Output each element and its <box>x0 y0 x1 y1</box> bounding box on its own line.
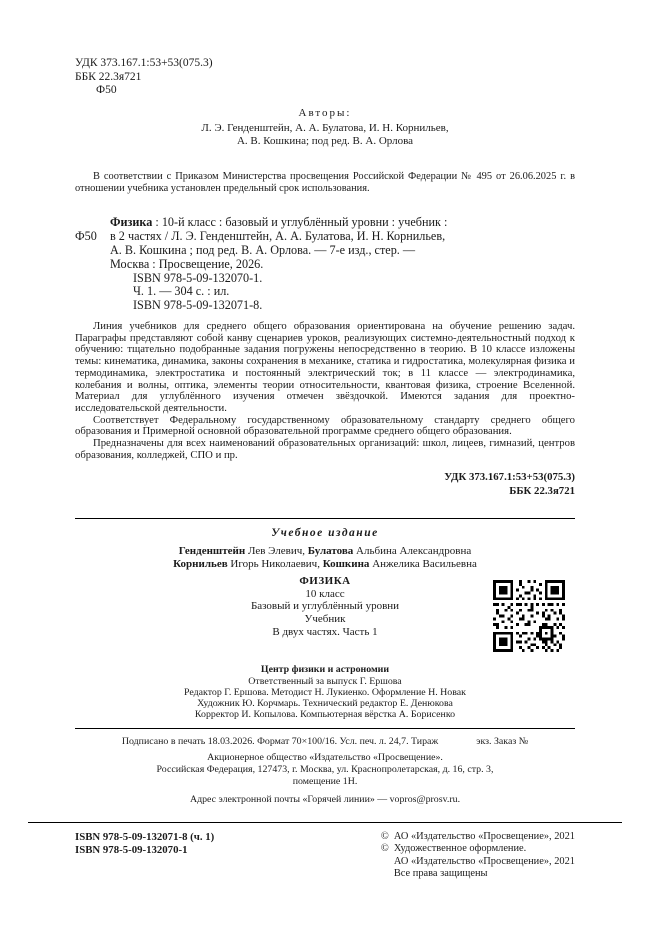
copyright-text: АО «Издательство «Просвещение», 2021 <box>393 830 575 842</box>
copyright-line-4: Все права защищены <box>393 867 488 879</box>
catalog-title-rest: : 10-й класс : базовый и углублённый уровни : учебник : <box>152 215 448 230</box>
copyright-block <box>381 831 575 881</box>
copyright-sign: © <box>380 843 389 855</box>
edition-grade: 10 класс <box>305 587 345 600</box>
author-sign-hanging: Ф50 <box>75 229 97 244</box>
author-surname: Генденштейн <box>178 545 246 558</box>
credits-line-2: Художник Ю. Корчмарь. Технический редактор Е. Денюкова <box>197 698 453 710</box>
department-name: Центр физики и астрономии <box>260 664 390 676</box>
copyright-text: Художественное оформление. <box>393 843 527 855</box>
qr-code-image <box>493 580 565 652</box>
section-divider-top <box>75 518 575 519</box>
annotation-paragraph-3: Предназначены для всех наименований образовательных организаций: школ, лицеев, гимназий, центров образования, колледжей, СПО и пр. <box>75 437 575 461</box>
ministry-order-note: В соответствии с Приказом Министерства просвещения Российской Федерации № 495 от 26.06.2025 г. в отношении учебника установлен предельный срок использования. <box>75 171 575 194</box>
print-run-text: Подписано в печать 18.03.2026. Формат 70×100/16. Усл. печ. л. 24,7. Тираж <box>121 735 439 747</box>
catalog-entry <box>75 216 575 313</box>
copyright-sign: © <box>380 830 389 842</box>
annotation-block <box>75 321 575 461</box>
publisher-name: Акционерное общество «Издательство «Просвещение». <box>207 752 443 764</box>
publisher-address: Российская Федерация, 127473, г. Москва, ул. Краснопролетарская, д. 16, стр. 3, <box>156 763 494 775</box>
edition-kind: Учебник <box>304 613 346 626</box>
credits-line-1: Редактор Г. Ершова. Методист Н. Лукиенко. Оформление Н. Новак <box>184 686 466 698</box>
edition-authors-line-2 <box>75 558 575 571</box>
udk-number: УДК 373.167.1:53+53(075.3) <box>75 57 213 69</box>
print-info-block <box>75 736 575 806</box>
authors-line-2: А. В. Кошкина; под ред. В. А. Орлова <box>236 134 414 147</box>
edition-type-label: Учебное издание <box>271 527 379 540</box>
catalog-line <box>75 230 575 244</box>
catalog-line: Москва : Просвещение, 2026. <box>110 256 264 271</box>
edition-title: ФИЗИКА <box>299 575 351 588</box>
edition-level: Базовый и углублённый уровни <box>250 600 400 613</box>
footer-divider <box>28 822 622 823</box>
edition-authors-line-1 <box>75 545 575 558</box>
bbk-number: ББК 22.3я721 <box>75 70 142 83</box>
udk-number-right: УДК 373.167.1:53+53(075.3) <box>444 471 575 484</box>
credits-block <box>75 664 575 720</box>
responsible-line: Ответственный за выпуск Г. Ершова <box>248 675 402 687</box>
isbn-part-footer: ISBN 978-5-09-132071-8 (ч. 1) <box>75 830 215 843</box>
authors-block <box>75 107 575 148</box>
hotline-email-line: Адрес электронной почты «Горячей линии» — vopros@prosv.ru. <box>189 794 461 806</box>
publisher-address-2: помещение 1Н. <box>292 775 358 787</box>
qr-code <box>493 580 565 652</box>
authors-line-1: Л. Э. Генденштейн, А. А. Булатова, И. Н. Корнильев, <box>201 122 449 135</box>
catalog-line: А. В. Кошкина ; под ред. В. А. Орлова. — 7-е изд., стер. — <box>110 243 416 258</box>
author-name: Альбина Александровна <box>353 545 472 558</box>
author-surname: Булатова <box>307 545 354 558</box>
catalog-title-line <box>75 216 575 230</box>
book-title: Физика <box>110 215 153 230</box>
author-surname: Корнильев <box>173 557 228 570</box>
isbn-common-footer: ISBN 978-5-09-132070-1 <box>75 844 188 857</box>
author-sign: Ф50 <box>96 84 117 96</box>
annotation-paragraph-1: Линия учебников для среднего общего образования ориентирована на обучение решению задач. Параграфы представляют собой канву сценариев уроков, реализующих системно-деятельностный подход к обучению: тщательно подобранные задания погружены непосредственно в теорию. В 10 классе изложены темы: кинематика, динамика, законы сохранения в механике, статика и гидростатика, молекулярная физика и термодинамика, электростатика и постоянный электрический ток; в 11 классе — электродинамика, колебания и волны, оптика, элементы теории относительности, квантовая физика, строение Вселенной. Материал для углублённого изучения отмечен звёздочкой. Имеются задания для проектно-исследовательской деятельности. <box>75 320 575 414</box>
isbn-footer-block <box>75 831 214 858</box>
author-name: Игорь Николаевич, <box>227 557 323 570</box>
copyright-line-3: АО «Издательство «Просвещение», 2021 <box>393 855 575 867</box>
catalog-line-text: в 2 частях / Л. Э. Генденштейн, А. А. Булатова, И. Н. Корнильев, <box>110 229 446 244</box>
isbn-common-line: ISBN 978-5-09-132070-1. <box>133 270 263 285</box>
copyright-line-1 <box>381 831 575 843</box>
bbk-number-right: ББК 22.3я721 <box>509 484 575 497</box>
author-surname: Кошкина <box>322 557 370 570</box>
classification-block <box>75 0 575 98</box>
classification-repeat-block <box>75 471 575 498</box>
copyright-line-2 <box>381 843 575 855</box>
print-run-text-2: экз. Заказ № <box>476 735 529 747</box>
footer-block <box>75 831 575 881</box>
edition-parts: В двух частях. Часть 1 <box>272 625 378 638</box>
annotation-paragraph-2: Соответствует Федеральному государственному образовательному стандарту среднего общего образования и Примерной основной образовательной программе среднего общего образования. <box>75 413 575 438</box>
section-divider-middle <box>75 728 575 729</box>
credits-line-3: Корректор И. Копылова. Компьютерная вёрстка А. Борисенко <box>194 709 456 721</box>
author-name: Лев Элевич, <box>245 545 308 558</box>
isbn-part-line: ISBN 978-5-09-132071-8. <box>133 298 263 313</box>
print-run-line <box>75 736 575 748</box>
author-name: Анжелика Васильевна <box>369 557 477 570</box>
main-column <box>75 0 575 806</box>
part-pages-line: Ч. 1. — 304 с. : ил. <box>133 284 230 299</box>
authors-heading: Авторы: <box>298 106 352 119</box>
